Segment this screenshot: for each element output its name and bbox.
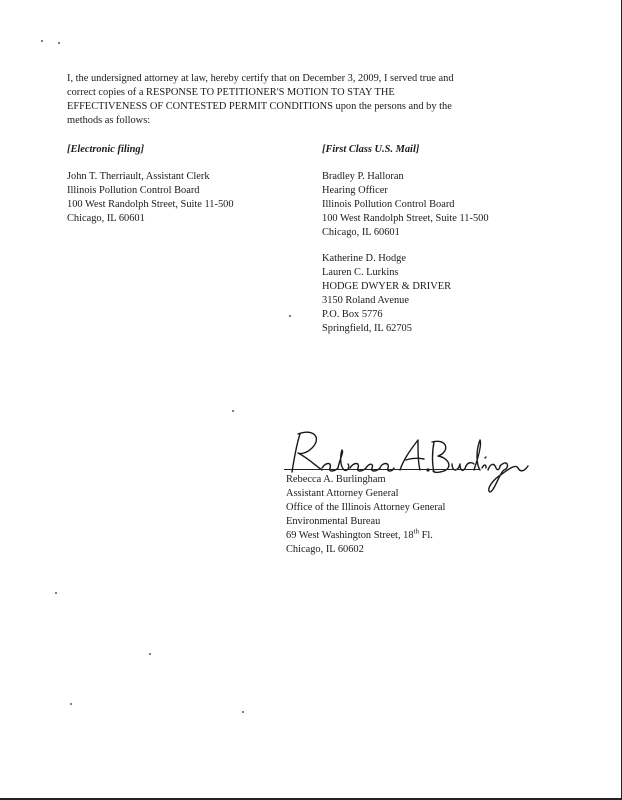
scan-speck [55, 592, 57, 594]
scan-speck [41, 40, 43, 42]
recipient-hodge-dwyer-driver [322, 252, 451, 336]
certificate-line: EFFECTIVENESS OF CONTESTED PERMIT CONDITIONS upon the persons and by the [67, 101, 452, 112]
address-line: Hearing Officer [322, 185, 388, 196]
recipient-clerk [67, 170, 234, 226]
address-line: 100 West Randolph Street, Suite 11-500 [322, 213, 489, 224]
address-line: P.O. Box 5776 [322, 309, 383, 320]
address-line: Illinois Pollution Control Board [67, 185, 200, 196]
certificate-line: correct copies of a RESPONSE TO PETITIONER'S MOTION TO STAY THE [67, 87, 395, 98]
address-line: Illinois Pollution Control Board [322, 199, 455, 210]
address-line: Lauren C. Lurkins [322, 267, 399, 278]
address-line: John T. Therriault, Assistant Clerk [67, 171, 210, 182]
signature-block [286, 473, 445, 557]
certificate-line: methods as follows: [67, 115, 151, 126]
scan-speck [242, 711, 244, 713]
address-line: HODGE DWYER & DRIVER [322, 281, 452, 292]
street-floor: Fl. [418, 530, 433, 541]
address-line: Chicago, IL 60601 [322, 227, 400, 238]
scan-speck [70, 703, 72, 705]
address-line: 100 West Randolph Street, Suite 11-500 [67, 199, 234, 210]
scan-speck [149, 653, 151, 655]
signer-bureau: Environmental Bureau [286, 516, 381, 527]
certificate-line: I, the undersigned attorney at law, hereby certify that on December 3, 2009, I served true and [67, 73, 454, 84]
street-ordinal: th [413, 527, 419, 536]
first-class-mail-heading: [First Class U.S. Mail] [322, 144, 420, 155]
signer-street [286, 529, 445, 543]
scan-speck [232, 410, 234, 412]
address-line: Bradley P. Halloran [322, 171, 404, 182]
signature-line [284, 469, 480, 470]
signer-name: Rebecca A. Burlingham [286, 474, 386, 485]
address-line: Springfield, IL 62705 [322, 323, 412, 334]
signer-city: Chicago, IL 60602 [286, 544, 364, 555]
scan-speck [289, 315, 291, 317]
address-line: Katherine D. Hodge [322, 253, 406, 264]
recipient-hearing-officer [322, 170, 489, 240]
signer-office: Office of the Illinois Attorney General [286, 502, 446, 513]
address-line: Chicago, IL 60601 [67, 213, 145, 224]
certificate-paragraph [67, 72, 537, 128]
street-text: 69 West Washington Street, 18 [286, 530, 414, 541]
signer-title: Assistant Attorney General [286, 488, 399, 499]
address-line: 3150 Roland Avenue [322, 295, 409, 306]
electronic-filing-heading: [Electronic filing] [67, 144, 145, 155]
scan-speck [58, 42, 60, 44]
